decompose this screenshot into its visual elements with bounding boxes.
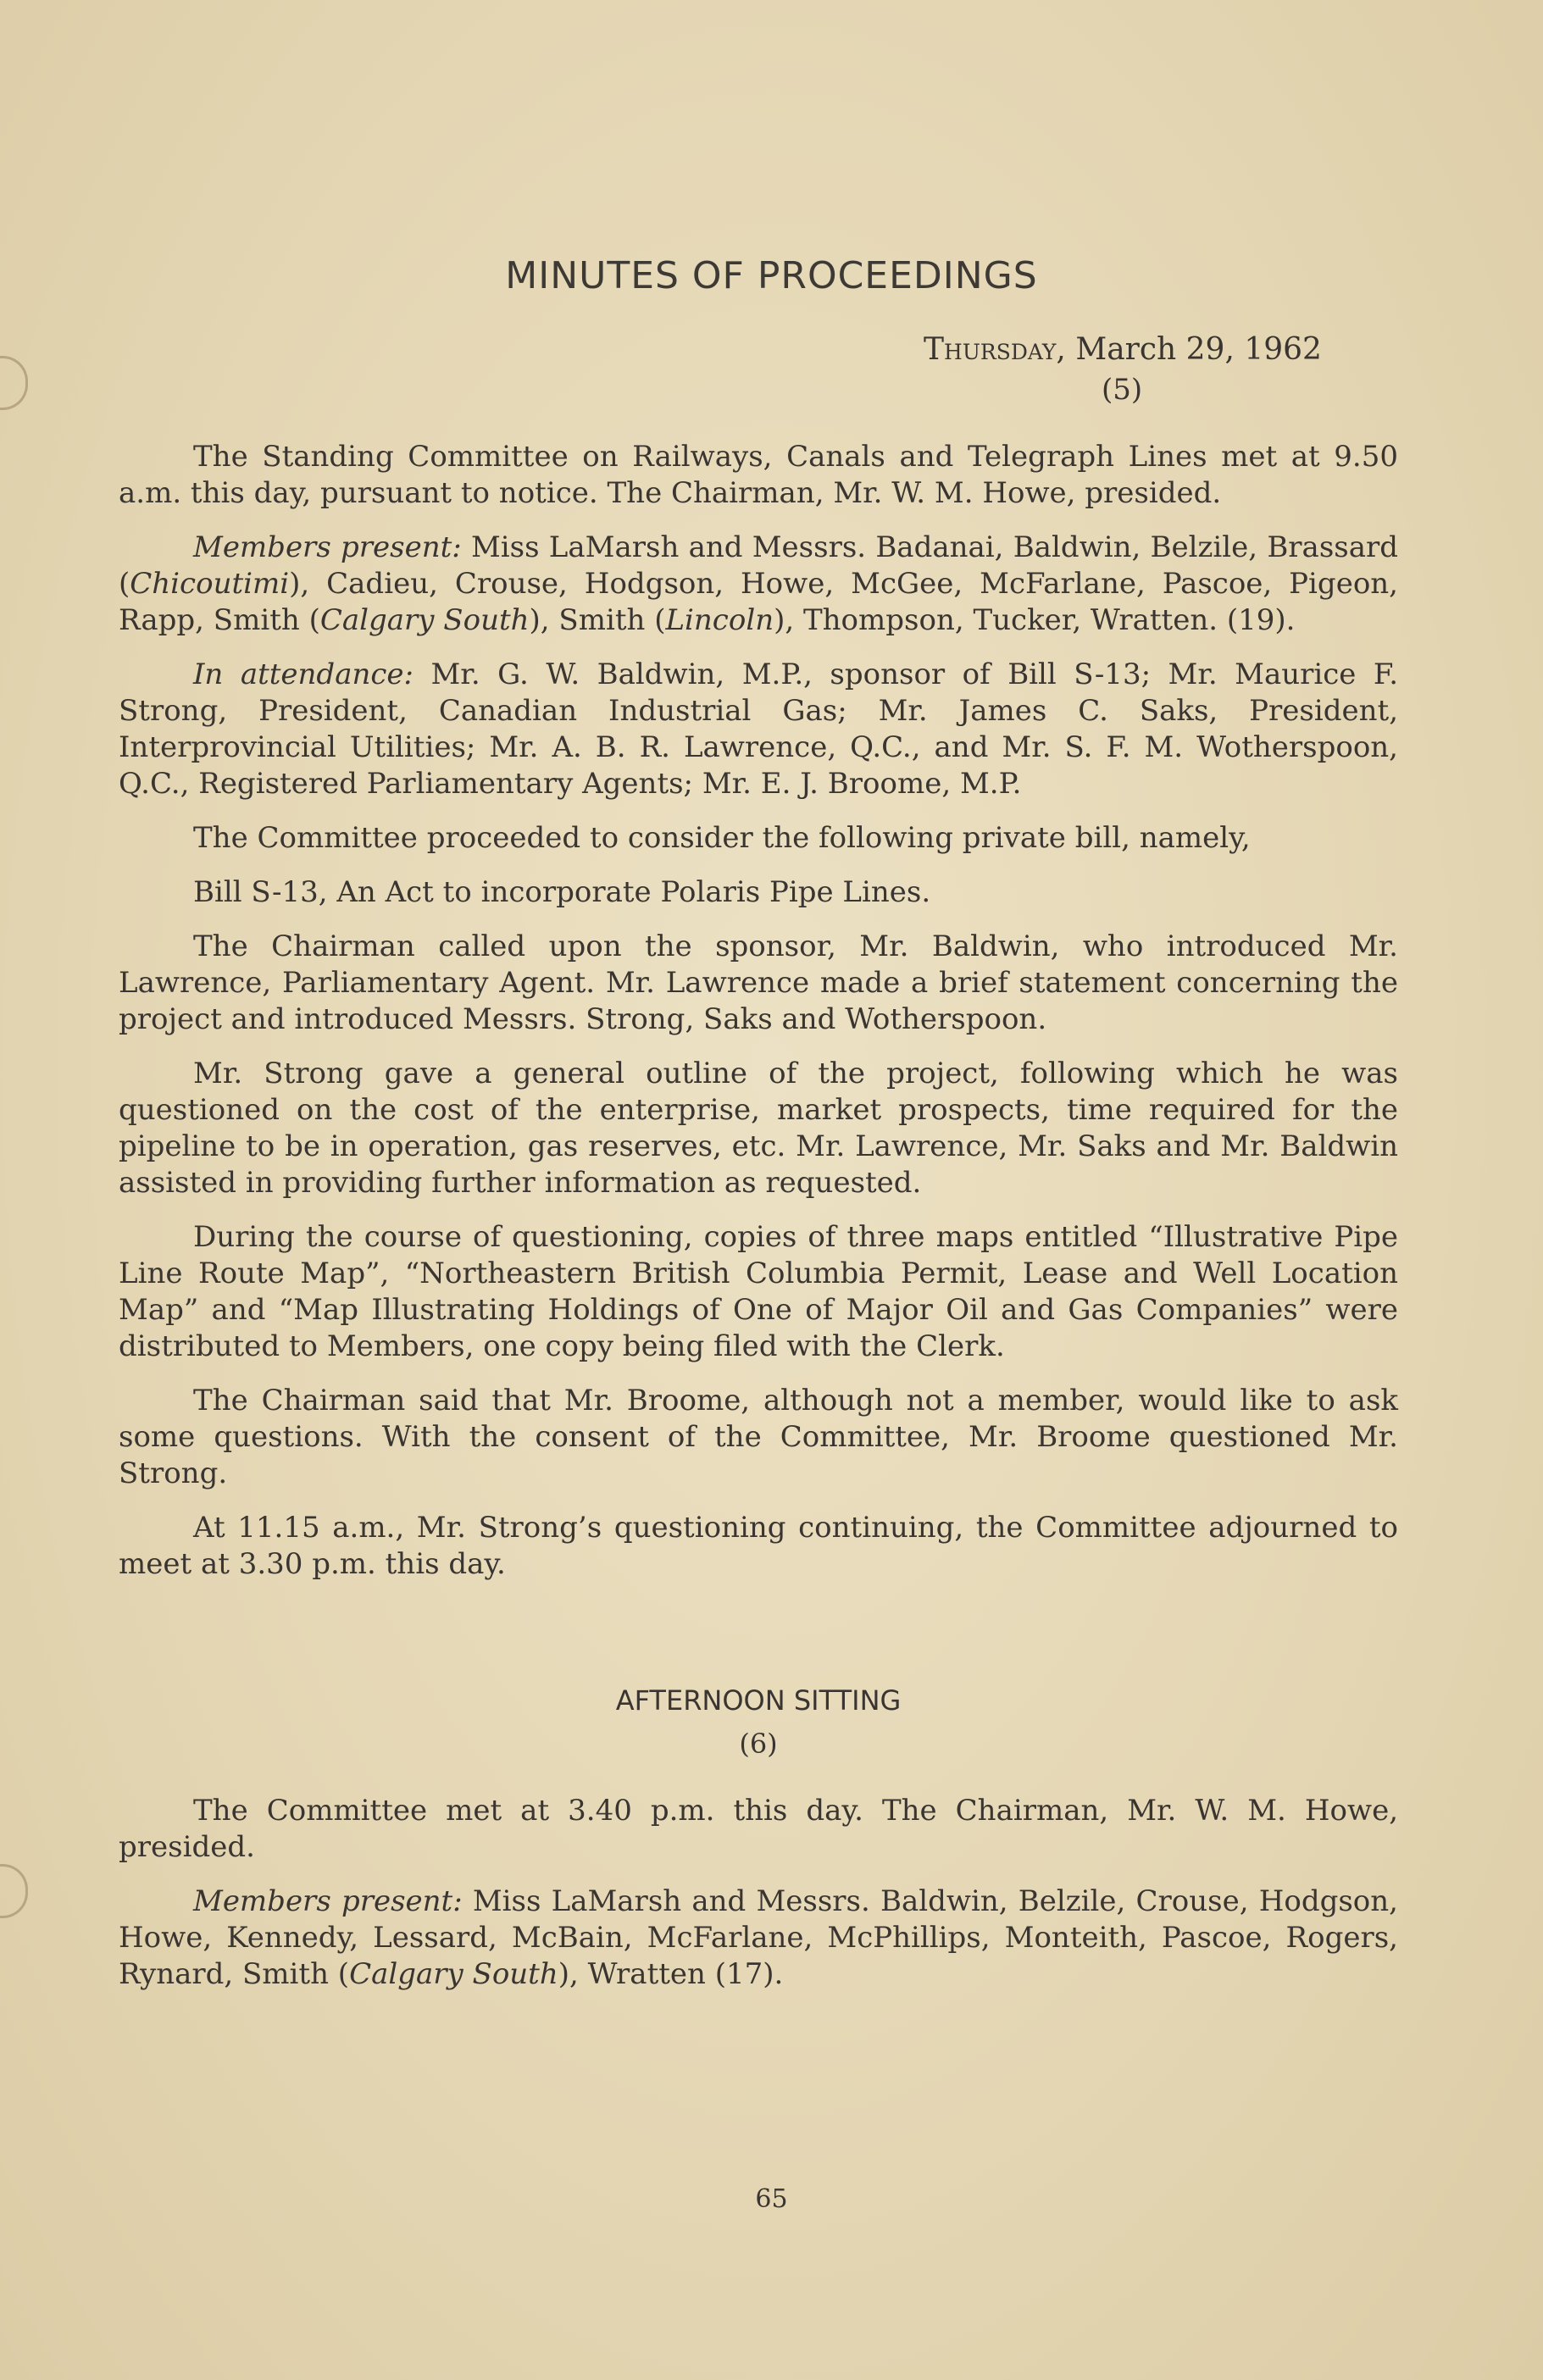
minutes-body bbox=[119, 439, 1398, 2011]
riding-name: Calgary South bbox=[349, 1957, 558, 1991]
members-label: Members present: bbox=[193, 1884, 463, 1918]
paragraph-broome: The Chairman said that Mr. Broome, although not a member, would like to ask some questions. With the consent of the Committee, Mr. Broome questioned Mr. Strong. bbox=[119, 1384, 1398, 1490]
paragraph-chairman-called: The Chairman called upon the sponsor, Mr. Baldwin, who introduced Mr. Lawrence, Parliamentary Agent. Mr. Lawrence made a brief statement concerning the project and introduced Messrs. Strong, Saks and Wotherspoon. bbox=[119, 929, 1398, 1036]
paragraph-afternoon-members bbox=[119, 1883, 1398, 1993]
binding-hole-mark bbox=[0, 1864, 28, 1918]
page-title: MINUTES OF PROCEEDINGS bbox=[505, 254, 1038, 297]
paragraph-adjourned: At 11.15 a.m., Mr. Strong’s questioning continuing, the Committee adjourned to meet at 3.30 p.m. this day. bbox=[119, 1511, 1398, 1581]
riding-name: Lincoln bbox=[665, 603, 774, 637]
paragraph-in-attendance bbox=[119, 657, 1398, 802]
members-label: Members present: bbox=[193, 530, 462, 564]
paragraph-bill: Bill S-13, An Act to incorporate Polaris Pipe Lines. bbox=[193, 875, 931, 909]
paragraph-proceeded: The Committee proceeded to consider the following private bill, namely, bbox=[193, 821, 1251, 855]
meeting-date-text: March 29, 1962 bbox=[1075, 332, 1322, 367]
paragraph-members-present bbox=[119, 530, 1398, 639]
paragraph-afternoon-met: The Committee met at 3.40 p.m. this day. The Chairman, Mr. W. M. Howe, presided. bbox=[119, 1794, 1398, 1864]
paragraph-opening: The Standing Committee on Railways, Canals and Telegraph Lines met at 9.50 a.m. this day, pursuant to notice. The Chairman, Mr. W. M. Howe, presided. bbox=[119, 440, 1398, 510]
riding-name: Calgary South bbox=[319, 603, 530, 637]
attendance-text: Mr. G. W. Baldwin, M.P., sponsor of Bill S-13; Mr. Maurice F. Strong, President, Canadian Industrial Gas; Mr. James C. Saks, President, Interprovincial Utilities; Mr. A. B. R. Lawrence, Q.C., and Mr. S. F. M. Wotherspoon, Q.C., Registered Parliamentary Agents; Mr. E. J. Broome, M.P. bbox=[119, 657, 1398, 801]
binding-hole-mark bbox=[0, 356, 28, 410]
riding-name: Chicoutimi bbox=[130, 567, 290, 601]
attendance-label: In attendance: bbox=[193, 657, 414, 691]
meeting-date bbox=[924, 332, 1330, 367]
afternoon-number: (6) bbox=[739, 1728, 778, 1760]
members-text: Miss LaMarsh and Messrs. Baldwin, Belzile, Crouse, Hodgson, Howe, Kennedy, Lessard, McBain, McFarlane, McPhillips, Monteith, Pascoe, Rogers, Rynard, Smith (Calgary South), Wratten (17). bbox=[119, 1884, 1398, 1991]
page-number: 65 bbox=[755, 2184, 788, 2214]
paragraph-maps: During the course of questioning, copies of three maps entitled “Illustrative Pipe Line Route Map”, “Northeastern British Columbia Permit, Lease and Well Location Map” and “Map Illustrating Holdings of One of Major Oil and Gas Companies” were distributed to Members, one copy being filed with the Clerk. bbox=[119, 1220, 1398, 1363]
afternoon-heading: AFTERNOON SITTING bbox=[615, 1684, 902, 1717]
members-text: Miss LaMarsh and Messrs. Badanai, Baldwin, Belzile, Brassard (Chicoutimi), Cadieu, Crouse, Hodgson, Howe, McGee, McFarlane, Pascoe, Pigeon, Rapp, Smith (Calgary South), Smith (Lincoln), Thompson, Tucker, Wratten. (19). bbox=[119, 530, 1399, 637]
sitting-number: (5) bbox=[1102, 373, 1143, 407]
paragraph-strong-outline: Mr. Strong gave a general outline of the project, following which he was questioned on the cost of the enterprise, market prospects, time required for the pipeline to be in operation, gas reserves, etc. Mr. Lawrence, Mr. Saks and Mr. Baldwin assisted in providing further information as requested. bbox=[119, 1057, 1398, 1200]
meeting-day: Thursday, bbox=[924, 332, 1066, 367]
